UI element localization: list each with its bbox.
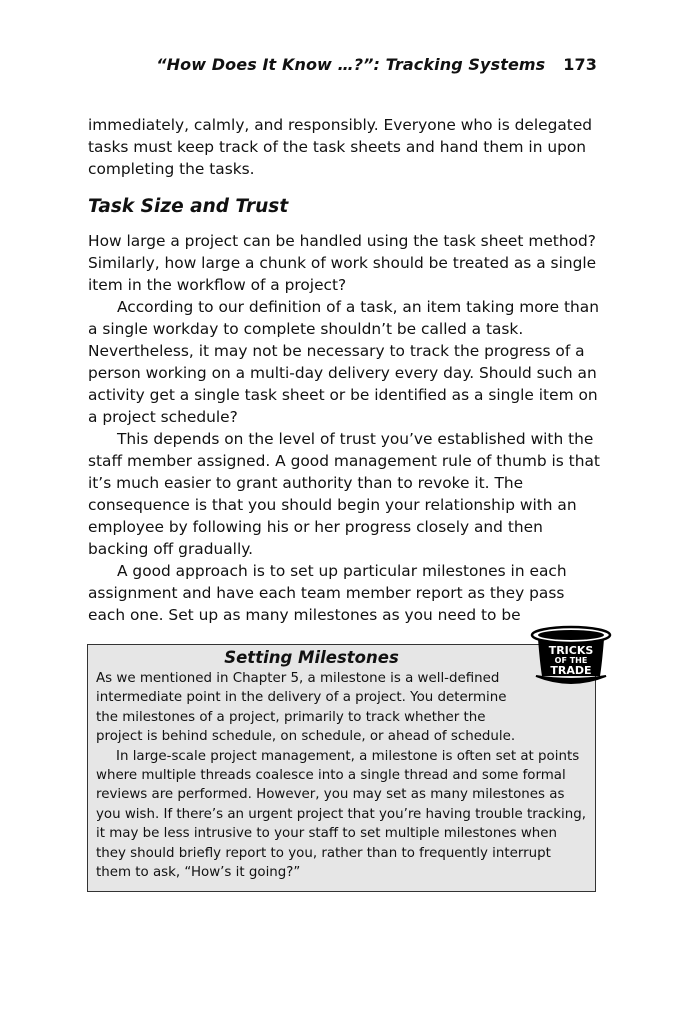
- sidebar-paragraph: In large-scale project management, a milestone is often set at points where multiple threads coalesce into a single thread and some formal reviews are performed. However, you may set as many milestones as you wish. If there’s an urgent project that you’re having trouble tracking, it may be less intrusive to your staff to set multiple milestones when they should briefly report to you, rather than to frequently interrupt them to ask, “How’s it going?”: [96, 748, 587, 881]
- body-paragraph: How large a project can be handled using the task sheet method? Similarly, how large a chunk of work should be treated as a single item in the workflow of a project?: [88, 232, 597, 294]
- sidebar-title: Setting Milestones: [224, 648, 399, 667]
- intro-text: [88, 114, 600, 180]
- running-title: “How Does It Know …?”: Tracking Systems: [156, 55, 546, 74]
- intro-paragraph: immediately, calmly, and responsibly. Everyone who is delegated tasks must keep track of the task sheets and hand them in upon completing the tasks.: [88, 116, 593, 178]
- section-body: [88, 230, 600, 626]
- body-paragraph: A good approach is to set up particular milestones in each assignment and have each team member report as they pass each one. Set up as many milestones as you need to be: [88, 562, 567, 624]
- badge-line-3: TRADE: [550, 664, 592, 677]
- page-number: 173: [563, 55, 597, 74]
- body-paragraph: According to our definition of a task, an item taking more than a single workday to complete shouldn’t be called a task. Nevertheless, it may not be necessary to track the progress of a person working on a multi-day delivery every day. Should such an activity get a single task sheet or be identified as a single item on a project schedule?: [88, 298, 599, 426]
- sidebar-paragraph: As we mentioned in Chapter 5, a milestone is a well-defined intermediate point in the delivery of a project. You determine the milestones of a project, primarily to track whether the project is behind schedule, on schedule, or ahead of schedule.: [96, 671, 516, 745]
- sidebar-text: [96, 669, 587, 882]
- section-heading: Task Size and Trust: [88, 196, 289, 217]
- running-header: [88, 55, 597, 74]
- sidebar-box: [87, 644, 596, 892]
- tricks-of-the-trade-hat-icon: [530, 624, 612, 690]
- body-paragraph: This depends on the level of trust you’ve established with the staff member assigned. A good management rule of thumb is that it’s much easier to grant authority than to revoke it. The consequence is that you should begin your relationship with an employee by following his or her progress closely and then backing off gradually.: [88, 430, 600, 558]
- badge-line-1: TRICKS: [548, 644, 594, 657]
- badge-line-2: OF THE: [554, 656, 588, 665]
